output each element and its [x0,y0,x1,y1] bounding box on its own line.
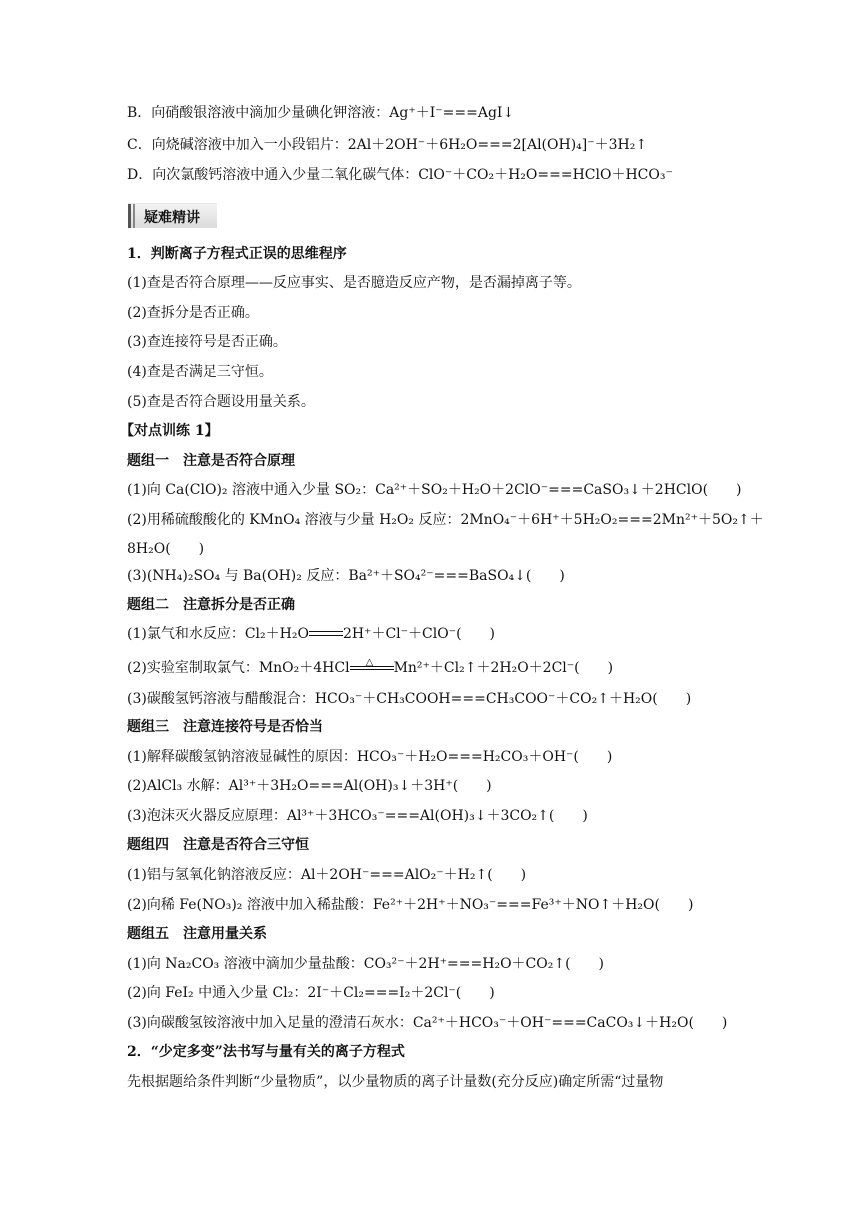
group2-item-1 [127,625,495,643]
group2-item-2 [127,659,613,677]
heating-symbol: △ [365,657,374,668]
group1-title: 题组一 注意是否符合原理 [127,453,295,469]
group1-item-2: (2)用稀硫酸酸化的 KMnO₄ 溶液与少量 H₂O₂ 反应：2MnO₄⁻＋6H⁺＋5H₂O₂===2Mn²⁺＋5O₂↑＋ [127,512,764,528]
option-c: C．向烧碱溶液中加入一小段铝片：2Al＋2OH⁻＋6H₂O===2[Al(OH)₄]⁻＋3H₂↑ [127,137,648,153]
step-3: (3)查连接符号是否正确。 [127,334,287,350]
group3-item-2: (2)AlCl₃ 水解：Al³⁺＋3H₂O===Al(OH)₃↓＋3H⁺( ) [127,778,492,794]
group3-item-1: (1)解释碳酸氢钠溶液显碱性的原因：HCO₃⁻＋H₂O===H₂CO₃＋OH⁻( ) [127,749,613,765]
group3-item-3: (3)泡沫灭火器反应原理：Al³⁺＋3HCO₃⁻===Al(OH)₃↓＋3CO₂↑( ) [127,808,588,824]
group2-item-2-left: (2)实验室制取氯气：MnO₂＋4HCl [127,660,350,676]
step-1: (1)查是否符合原理——反应事实、是否臆造反应产物，是否漏掉离子等。 [127,275,581,291]
option-b: B．向硝酸银溶液中滴加少量碘化钾溶液：Ag⁺＋I⁻===AgI↓ [127,105,515,121]
section2-text: 先根据题给条件判断“少量物质”，以少量物质的离子计量数(充分反应)确定所需“过量物 [127,1074,664,1090]
section1-title: 1．判断离子方程式正误的思维程序 [127,246,347,262]
group5-item-1: (1)向 Na₂CO₃ 溶液中滴加少量盐酸：CO₃²⁻＋2H⁺===H₂O＋CO₂↑( ) [127,956,604,972]
group2-item-1-left: (1)氯气和水反应：Cl₂＋H₂O [127,626,309,642]
group1-item-3: (3)(NH₄)₂SO₄ 与 Ba(OH)₂ 反应：Ba²⁺＋SO₄²⁻===BaSO₄↓( ) [127,568,565,584]
group3-title: 题组三 注意连接符号是否恰当 [127,719,323,735]
section2-title: 2．“少定多变”法书写与量有关的离子方程式 [127,1044,405,1060]
group1-item-1: (1)向 Ca(ClO)₂ 溶液中通入少量 SO₂：Ca²⁺＋SO₂＋H₂O＋2ClO⁻===CaSO₃↓＋2HClO( ) [127,482,742,498]
reversible-arrow-icon [309,628,343,640]
training-title: 【对点训练 1】 [120,423,219,439]
group2-item-2-right: Mn²⁺＋Cl₂↑＋2H₂O＋2Cl⁻( ) [393,660,614,676]
group4-item-1: (1)铝与氢氧化钠溶液反应：Al＋2OH⁻===AlO₂⁻＋H₂↑( ) [127,867,527,883]
group4-item-2: (2)向稀 Fe(NO₃)₂ 溶液中加入稀盐酸：Fe²⁺＋2H⁺＋NO₃⁻===Fe³⁺＋NO↑＋H₂O( ) [127,897,694,913]
section-banner [128,203,217,228]
group5-title: 题组五 注意用量关系 [127,926,267,942]
group2-item-1-right: 2H⁺＋Cl⁻＋ClO⁻( ) [342,626,496,642]
option-d: D．向次氯酸钙溶液中通入少量二氧化碳气体：ClO⁻＋CO₂＋H₂O===HClO＋HCO₃⁻ [127,167,673,183]
group2-item-3: (3)碳酸氢钙溶液与醋酸混合：HCO₃⁻＋CH₃COOH===CH₃COO⁻＋CO₂↑＋H₂O( ) [127,691,692,707]
group2-title: 题组二 注意拆分是否正确 [127,597,295,613]
group1-item-2-cont: 8H₂O( ) [127,541,205,557]
step-2: (2)查拆分是否正确。 [127,305,259,321]
group4-title: 题组四 注意是否符合三守恒 [127,837,309,853]
step-5: (5)查是否符合题设用量关系。 [127,394,315,410]
banner-bar-icon [133,204,135,228]
step-4: (4)查是否满足三守恒。 [127,364,273,380]
group5-item-2: (2)向 FeI₂ 中通入少量 Cl₂：2I⁻＋Cl₂===I₂＋2Cl⁻( ) [127,985,495,1001]
banner-title: 疑难精讲 [144,210,200,226]
heating-equals-icon [350,657,394,676]
banner-bar-icon [128,204,131,228]
group5-item-3: (3)向碳酸氢铵溶液中加入足量的澄清石灰水：Ca²⁺＋HCO₃⁻＋OH⁻===CaCO₃↓＋H₂O( ) [127,1015,728,1031]
